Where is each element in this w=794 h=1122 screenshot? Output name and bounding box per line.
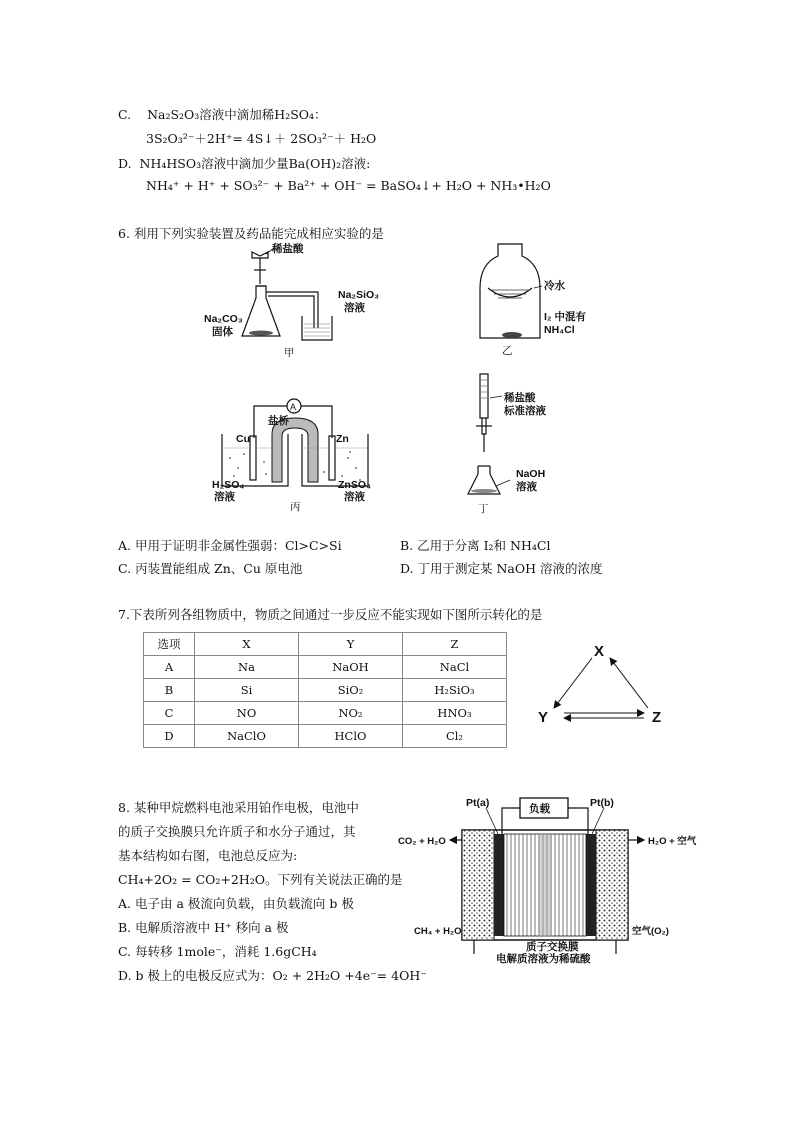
delivery-tube (266, 292, 318, 328)
bing-cu-label: Cu (236, 433, 250, 445)
q5-c-equation: 3S₂O₃²⁻＋2H⁺= 4S↓＋ 2SO₃²⁻＋ H₂O (146, 131, 377, 146)
load-label: 负载 (529, 803, 550, 815)
table-cell: HNO₃ (403, 702, 507, 725)
table-header-cell: Z (403, 633, 507, 656)
conical-flask (242, 286, 280, 336)
table-cell: SiO₂ (299, 679, 403, 702)
bing-caption: 丙 (290, 501, 301, 513)
table-row (144, 702, 507, 725)
yi-caption: 乙 (502, 345, 513, 357)
electrolyte-label: 电解质溶液为稀硫酸 (496, 953, 591, 964)
anode-chamber (462, 830, 494, 940)
figure-ding (462, 368, 612, 516)
q6-stem: 6. 利用下列实验装置及药品能完成相应实验的是 (118, 226, 384, 241)
table-cell: Cl₂ (403, 725, 507, 748)
proton-membrane (538, 834, 552, 936)
jia-right-label-2: 溶液 (344, 302, 365, 314)
solid-particles (249, 331, 273, 336)
inlet-right-label: 空气(O₂) (632, 926, 669, 937)
zn-electrode (329, 436, 335, 480)
outlet-left-label: CO₂ + H₂O (398, 836, 446, 847)
pt-a-electrode (494, 834, 504, 936)
q5-option-d (118, 154, 370, 172)
separatory-funnel-top (252, 252, 268, 258)
ding-acid-label-2: 标准溶液 (504, 405, 546, 417)
jia-left-label-1: Na₂CO₃ (204, 313, 243, 325)
fuel-cell-diagram (398, 794, 708, 964)
table-row (144, 725, 507, 748)
table-cell: A (144, 656, 195, 679)
salt-bridge (272, 418, 318, 482)
q5-c-text: Na₂S₂O₃溶液中滴加稀H₂SO₄： (147, 107, 327, 122)
q8-stem-line-3: 基本结构如右图，电池总反应为: (118, 848, 298, 863)
q7-stem: 7.下表所列各组物质中，物质之间通过一步反应不能实现如下图所示转化的是 (118, 607, 543, 622)
q5-c-label: C. (118, 107, 132, 122)
bing-bridge-label: 盐桥 (268, 415, 289, 427)
q7-options-table (143, 632, 507, 748)
pt-b-label: Pt(b) (590, 797, 614, 809)
jia-left-label-2: 固体 (212, 326, 233, 338)
jia-right-label-1: Na₂SiO₃ (338, 289, 380, 301)
cold-water-flask (488, 288, 532, 297)
q6-option-c: C. 丙装置能组成 Zn、Cu 原电池 (118, 561, 303, 576)
node-z: Z (652, 709, 662, 726)
figure-bing (210, 396, 390, 514)
bing-zn-label: Zn (336, 433, 349, 445)
pt-a-label: Pt(a) (466, 797, 490, 809)
arrow-z-to-x (610, 658, 648, 708)
q8-option-d: D. b 极上的电极反应式为：O₂ + 2H₂O +4e⁻= 4OH⁻ (118, 968, 427, 983)
table-cell: B (144, 679, 195, 702)
jia-acid-label: 稀盐酸 (272, 243, 304, 255)
table-cell: HClO (299, 725, 403, 748)
yi-mix-label-1: I₂ 中混有 (544, 311, 586, 323)
cu-electrode (250, 436, 256, 480)
q6-option-b: B. 乙用于分离 I₂和 NH₄Cl (400, 538, 551, 553)
cathode-chamber (596, 830, 628, 940)
table-cell: NO₂ (299, 702, 403, 725)
q8-option-c: C. 每转移 1mole⁻，消耗 1.6gCH₄ (118, 944, 317, 959)
node-x: X (594, 643, 605, 660)
jia-caption: 甲 (284, 347, 295, 359)
pt-b-electrode (586, 834, 596, 936)
burette (480, 374, 488, 418)
q8-option-a: A. 电子由 a 极流向负载，由负载流向 b 极 (118, 896, 354, 911)
table-header-cell: Y (299, 633, 403, 656)
figure-jia (200, 242, 380, 360)
flask (480, 244, 540, 338)
table-header-cell: 选项 (144, 633, 195, 656)
ding-base-label-2: 溶液 (516, 481, 537, 493)
q8-stem-line-1: 8. 某种甲烷燃料电池采用铂作电极，电池中 (118, 800, 359, 815)
table-row (144, 679, 507, 702)
table-cell: NaOH (299, 656, 403, 679)
q5-d-equation: NH₄⁺ + H⁺ + SO₃²⁻ + Ba²⁺ + OH⁻ = BaSO₄↓+ H₂O + NH₃•H₂O (146, 178, 551, 193)
bing-left-label-1: H₂SO₄ (212, 479, 245, 491)
q8-stem-line-4: CH₄+2O₂ = CO₂+2H₂O。下列有关说法正确的是 (118, 872, 403, 887)
node-y: Y (538, 709, 549, 726)
ding-acid-label-1: 稀盐酸 (504, 392, 536, 404)
bing-right-label-1: ZnSO₄ (338, 479, 372, 491)
table-cell: D (144, 725, 195, 748)
q6-option-a: A. 甲用于证明非金属性强弱：Cl>C>Si (118, 538, 342, 553)
table-cell: Si (195, 679, 299, 702)
q5-option-c (118, 105, 327, 123)
table-row (144, 656, 507, 679)
bing-right-label-2: 溶液 (344, 491, 365, 503)
xyz-triangle-diagram (530, 638, 680, 730)
q6-option-d: D. 丁用于测定某 NaOH 溶液的浓度 (400, 561, 603, 576)
q5-d-text: NH₄HSO₃溶液中滴加少量Ba(OH)₂溶液: (139, 156, 371, 171)
arrow-x-to-y (554, 658, 592, 708)
q8-stem-line-2: 的质子交换膜只允许质子和水分子通过，其 (118, 824, 356, 839)
q5-d-label: D. (118, 156, 132, 171)
table-cell: H₂SiO₃ (403, 679, 507, 702)
outlet-right-label: H₂O + 空气 (648, 836, 697, 847)
table-cell: NO (195, 702, 299, 725)
q8-option-b: B. 电解质溶液中 H⁺ 移向 a 极 (118, 920, 289, 935)
yi-mix-label-2: NH₄Cl (544, 324, 575, 336)
figure-yi (470, 240, 610, 360)
ammeter-symbol: A (290, 402, 297, 412)
table-header-row (144, 633, 507, 656)
table-cell: NaClO (195, 725, 299, 748)
table-cell: NaCl (403, 656, 507, 679)
membrane-label: 质子交换膜 (526, 941, 579, 953)
bing-left-label-2: 溶液 (214, 491, 235, 503)
table-cell: Na (195, 656, 299, 679)
yi-water-label: 冷水 (544, 280, 565, 292)
table-header-cell: X (195, 633, 299, 656)
ding-caption: 丁 (478, 503, 489, 515)
table-cell: C (144, 702, 195, 725)
ding-base-label-1: NaOH (516, 468, 546, 480)
inlet-left-label: CH₄ + H₂O (414, 926, 462, 937)
